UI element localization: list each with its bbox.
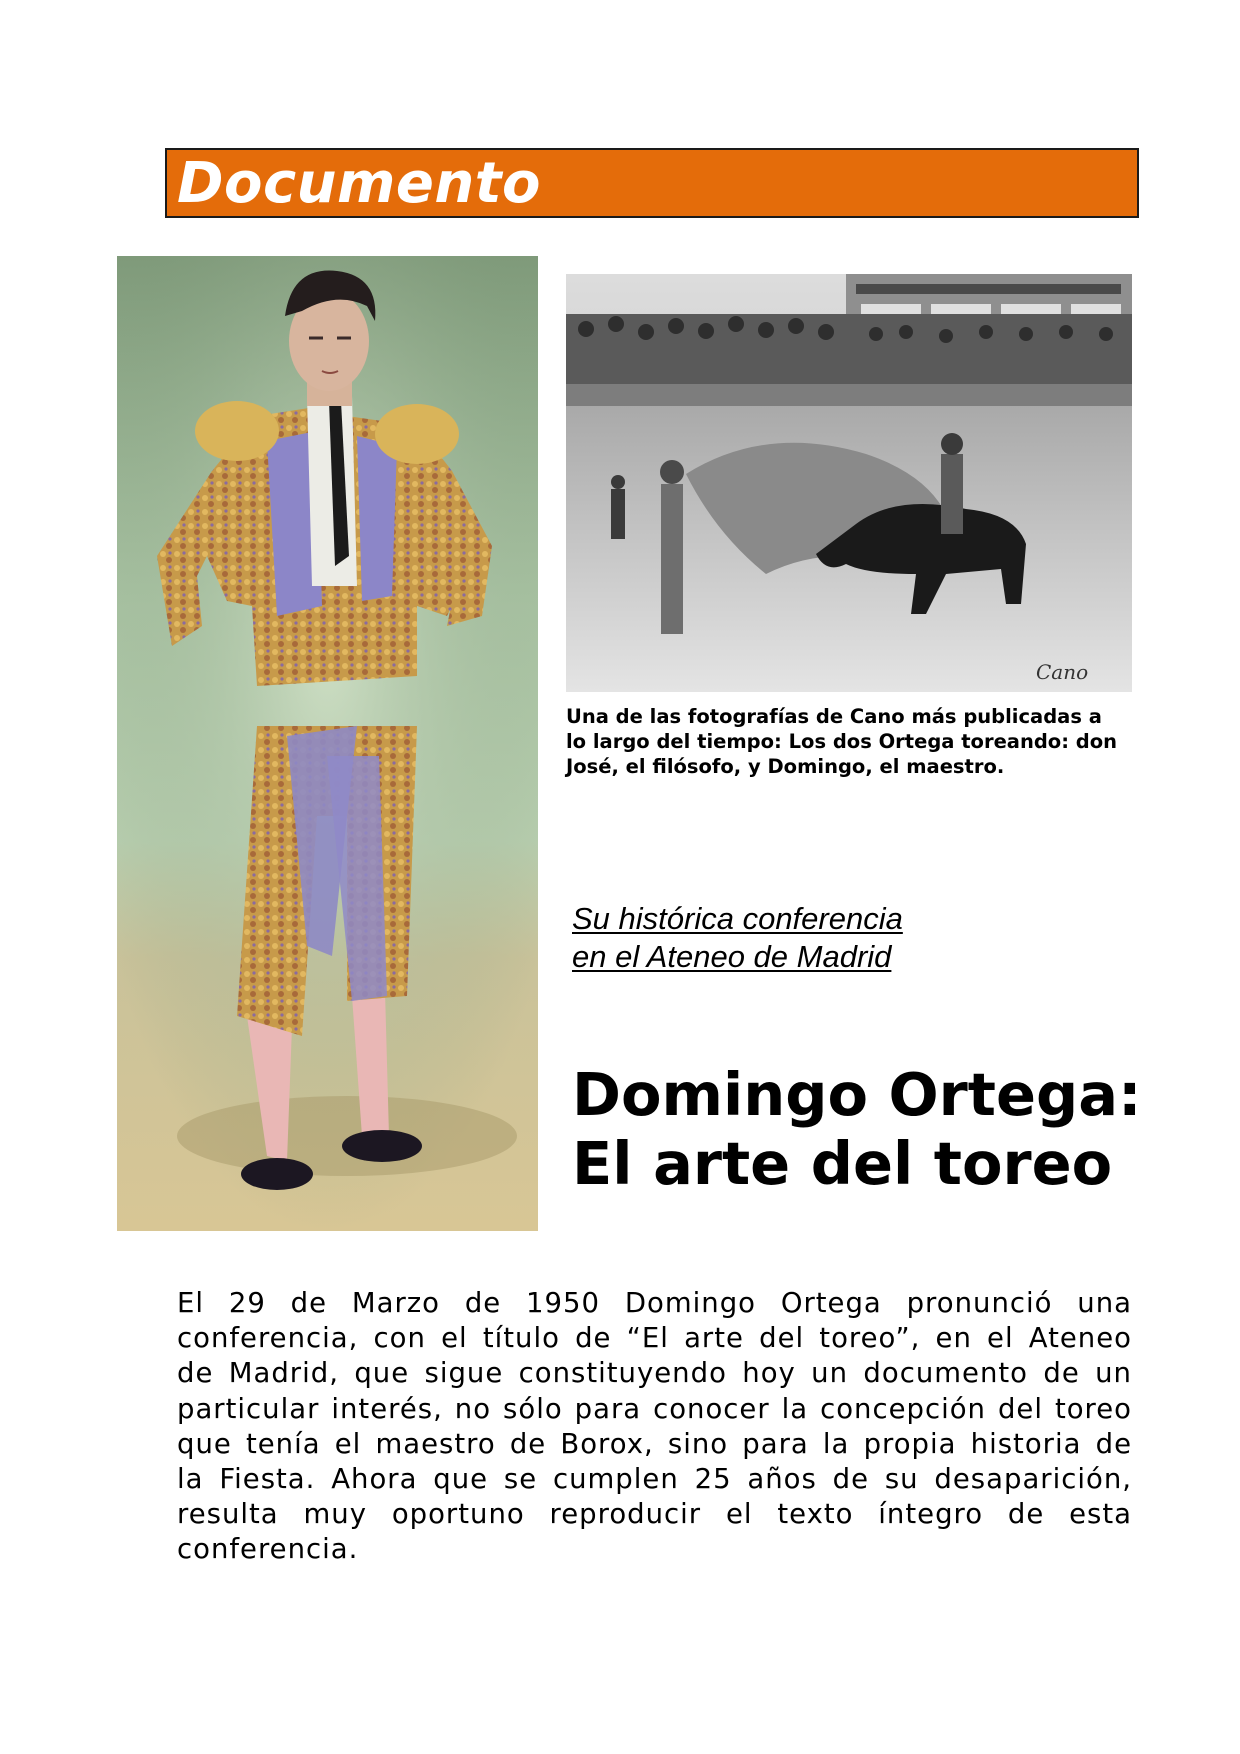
photo-signature: Cano [1036,660,1089,684]
headline-line-1: Domingo Ortega: [572,1060,1142,1129]
subtitle-line-2: en el Ateneo de Madrid [572,939,892,974]
article-headline [572,1060,1172,1198]
subtitle-line-1: Su histórica conferencia [572,901,903,936]
section-banner [165,148,1139,218]
article-subtitle [572,900,1132,976]
bullfighter-painting [117,256,538,1231]
article-body: El 29 de Marzo de 1950 Domingo Ortega pronunció una conferencia, con el título de “El arte del toreo”, en el Ateneo de Madrid, que sigue constituyendo hoy un documento de un particular interés, no sólo para conocer la concepción del toreo que tenía el maestro de Borox, sino para la propia historia de la Fiesta. Ahora que se cumplen 25 años de su desaparición, resulta muy oportuno reproducir el texto íntegro de esta conferencia. [177,1287,1132,1566]
headline-line-2: El arte del toreo [572,1129,1113,1198]
bullfight-photograph [566,274,1132,692]
section-label: Documento [177,151,541,216]
photo-caption: Una de las fotografías de Cano más publicadas a lo largo del tiempo: Los dos Ortega toreando: don José, el filósofo, y Domingo, el maestro. [566,705,1118,778]
